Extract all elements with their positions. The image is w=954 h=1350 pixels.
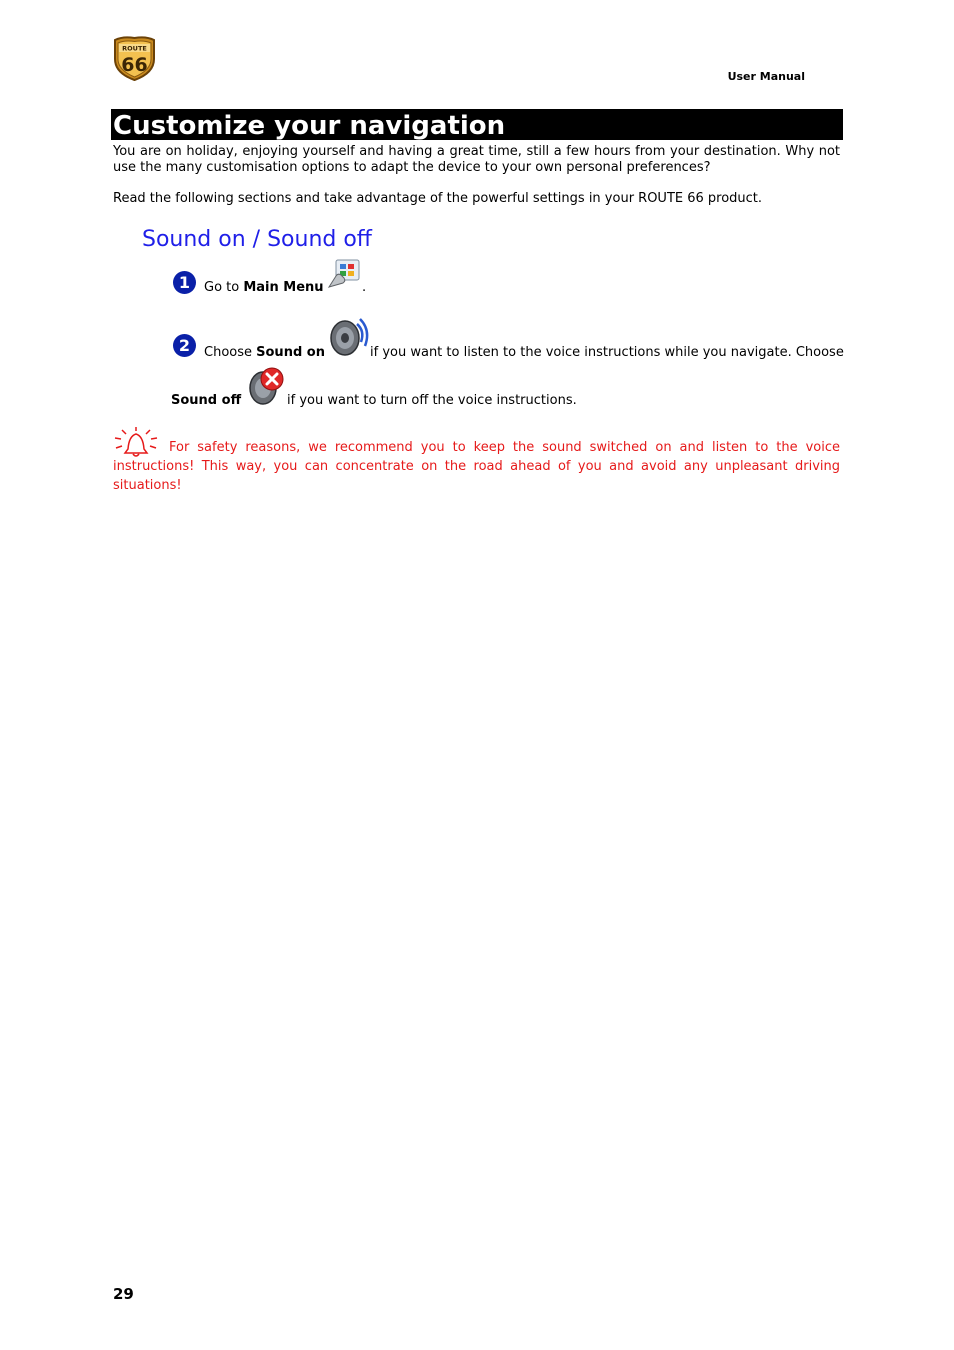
step-2-end: if you want to turn off the voice instructions. (287, 393, 577, 408)
main-menu-label: Main Menu (243, 280, 324, 295)
step-2-text-start (204, 345, 325, 361)
step-1-text (204, 280, 324, 296)
section-heading: Sound on / Sound off (142, 227, 372, 252)
page-title: Customize your navigation (111, 109, 843, 140)
page-number: 29 (113, 1285, 134, 1303)
sound-on-icon (327, 316, 371, 358)
doc-label: User Manual (727, 70, 805, 83)
intro-paragraph-2: Read the following sections and take advantage of the powerful settings in your ROUTE 66 product. (113, 191, 763, 206)
step-2-number: 2 (178, 336, 191, 355)
step-2-prefix: Choose (204, 345, 257, 360)
main-menu-icon (326, 259, 361, 289)
warning-text: For safety reasons, we recommend you to keep the sound switched on and listen to the voice instructions! This way, you can concentrate on the road ahead of you and avoid any unpleasant driving situations! (113, 440, 840, 493)
logo-text-number: 66 (121, 54, 148, 76)
step-2-middle: if you want to listen to the voice instructions while you navigate. Choose (370, 345, 844, 360)
intro-paragraph-1: You are on holiday, enjoying yourself and having a great time, still a few hours from your destination. Why not use the many customisation options to adapt the device to your own personal preferences? (113, 144, 840, 175)
sound-off-bold: Sound off (171, 393, 242, 408)
step-1-prefix: Go to (204, 280, 244, 295)
sound-off-label (171, 393, 241, 409)
step-1-suffix: . (362, 280, 367, 295)
step-1-number: 1 (178, 273, 191, 292)
sound-off-icon (246, 366, 286, 406)
route66-logo (111, 35, 158, 82)
step-2-badge (173, 334, 196, 357)
step-1-badge (173, 271, 196, 294)
sound-on-label: Sound on (256, 345, 325, 360)
logo-text-top: ROUTE (122, 44, 147, 53)
